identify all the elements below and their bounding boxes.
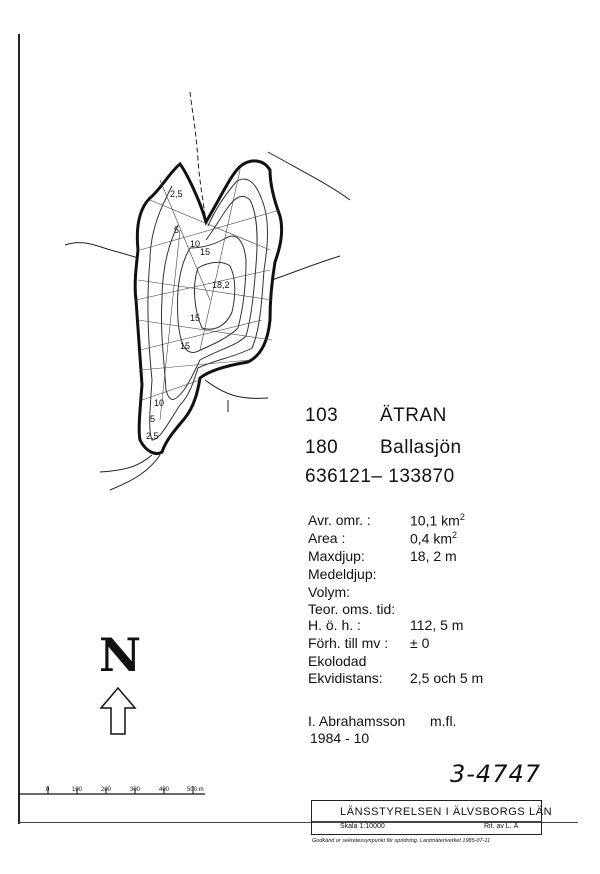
property-label: H. ö. h. : — [308, 617, 361, 633]
lake-name: Ballasjön — [380, 437, 462, 458]
property-label: Förh. till mv : — [308, 635, 389, 651]
stream-east — [272, 256, 340, 280]
depth-label: 2,5 — [146, 431, 159, 441]
property-value: 10,1 $km^2$ — [410, 512, 465, 529]
property-label: Maxdjup: — [308, 548, 365, 564]
lake-shoreline — [135, 161, 281, 454]
stream-northeast — [268, 152, 350, 200]
lake-coordinates: 636121– 133870 — [305, 466, 455, 487]
stream-southeast — [205, 380, 268, 412]
depth-label: 10 — [154, 398, 165, 408]
author-name: I. Abrahamsson — [308, 713, 406, 729]
property-label: Volym: — [308, 584, 351, 600]
depth-label: 2,5 — [170, 189, 183, 199]
depth-label: 18,2 — [212, 280, 230, 290]
depth-label: 10 — [190, 239, 201, 249]
property-value: 18, 2 m — [410, 548, 457, 564]
author-suffix: m.fl. — [430, 713, 457, 729]
property-label: Teor. oms. tid: — [308, 601, 396, 617]
scale-tick-label: 200 — [101, 787, 112, 793]
north-label: N — [99, 628, 142, 682]
depth-label: 5 — [174, 225, 180, 235]
title-block-divider — [312, 821, 541, 822]
stream-south — [100, 455, 160, 490]
authority-name: LÄNSSTYRELSEN I ÄLVSBORGS LÄN — [340, 806, 553, 818]
catchment-number: 103 — [305, 405, 339, 426]
scale-tick-label: 500 m — [187, 787, 204, 793]
lake-number: 180 — [305, 437, 339, 458]
stream-west — [65, 243, 138, 258]
contour-15 — [195, 262, 235, 329]
title-block — [311, 800, 553, 835]
scale-tick-label: 0 — [46, 787, 50, 793]
river-name: ÄTRAN — [380, 405, 447, 426]
approval-footnote: Godkänd ur sekretessynpunkt för spridning, Lantmäteriverket 1985-07-11 — [312, 838, 491, 844]
property-value: 0,4 $km^2$ — [410, 530, 458, 547]
north-arrow — [101, 688, 135, 734]
property-label: Avr. omr. : — [308, 512, 371, 528]
property-label: Medeldjup: — [308, 566, 377, 582]
property-value: 112, 5 m — [410, 617, 464, 633]
property-label: Ekvidistans: — [308, 670, 383, 686]
scale-tick-label: 400 — [159, 787, 170, 793]
depth-label: 15 — [190, 313, 201, 323]
scale-tick-label: 100 — [72, 787, 83, 793]
drawn-by: Rit. av L. Å — [484, 823, 519, 830]
property-label: Area : — [308, 530, 346, 546]
depth-label: 15 — [200, 247, 211, 257]
survey-date: 1984 - 10 — [310, 730, 370, 746]
depth-label: 5 — [150, 414, 156, 424]
scale-tick-label: 300 — [130, 787, 141, 793]
property-value: ± 0 — [410, 635, 430, 651]
property-label: Ekolodad — [308, 653, 367, 669]
map-scale: Skala 1:10000 — [340, 823, 385, 830]
property-value: 2,5 och 5 m — [410, 670, 484, 686]
handwritten-id: 3-4747 — [450, 760, 542, 788]
depth-label: 15 — [180, 341, 191, 351]
